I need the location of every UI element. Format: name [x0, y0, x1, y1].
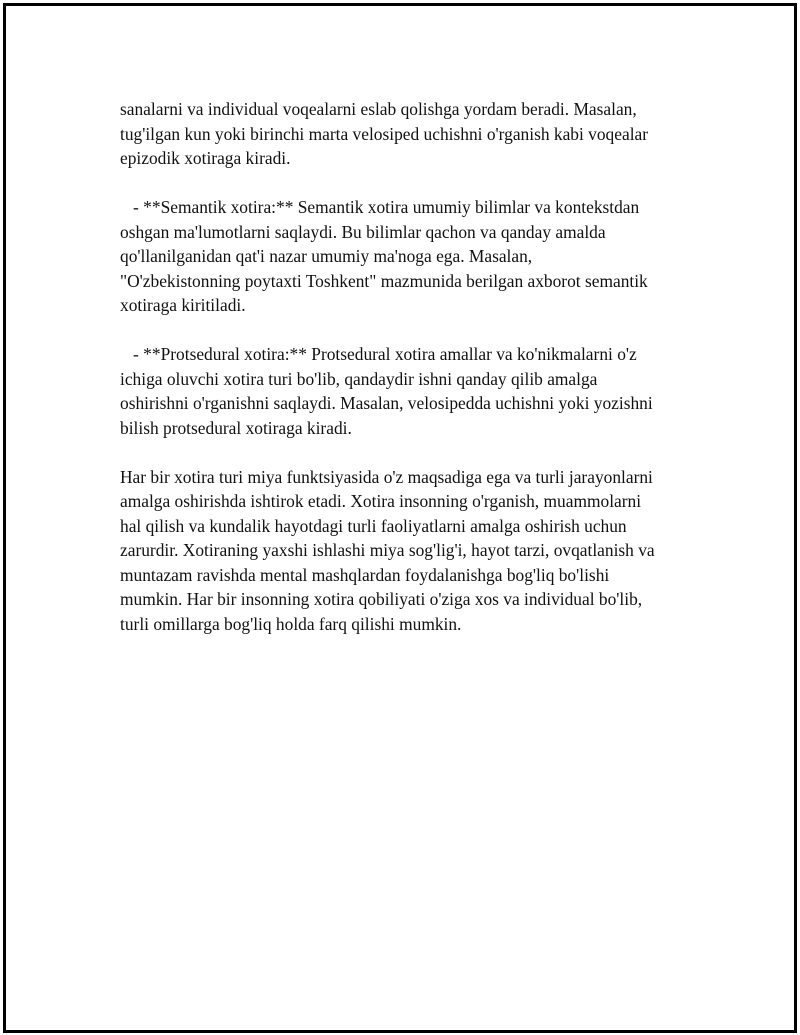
document-body	[120, 97, 700, 661]
paragraph-procedural-memory: - **Protsedural xotira:** Protsedural xotira amallar va ko'nikmalarni o'z ichiga oluvchi xotira turi bo'lib, qandaydir ishni qanday qilib amalga oshirishni o'rganishni saqlaydi. Masalan, velosipedda uchishni yoki yozishni bilish protsedural xotiraga kiradi.	[120, 344, 653, 438]
paragraph-conclusion: Har bir xotira turi miya funktsiyasida o'z maqsadiga ega va turli jarayonlarni amalga oshirishda ishtirok etadi. Xotira insonning o'rganish, muammolarni hal qilish va kundalik hayotdagi turli faoliyatlarni amalga oshirish uchun zarurdir. Xotiraning yaxshi ishlashi miya sog'lig'i, hayot tarzi, ovqatlanish va muntazam ravishda mental mashqlardan foydalanishga bog'liq bo'lishi mumkin. Har bir insonning xotira qobiliyati o'ziga xos va individual bo'lib, turli omillarga bog'liq holda farq qilishi mumkin.	[120, 466, 655, 634]
paragraph-semantic-memory: - **Semantik xotira:** Semantik xotira umumiy bilimlar va kontekstdan oshgan ma'lumotlarni saqlaydi. Bu bilimlar qachon va qanday amalda qo'llanilganidan qat'i nazar umumiy ma'noga ega. Masalan, "O'zbekistonning poytaxti Toshkent" mazmunida berilgan axborot semantik xotiraga kiritiladi.	[120, 197, 648, 315]
document-page	[3, 3, 797, 1033]
paragraph-episodic-continuation: sanalarni va individual voqealarni eslab qolishga yordam beradi. Masalan, tug'ilgan kun yoki birinchi marta velosiped uchishni o'rganish kabi voqealar epizodik xotiraga kiradi.	[120, 99, 649, 168]
